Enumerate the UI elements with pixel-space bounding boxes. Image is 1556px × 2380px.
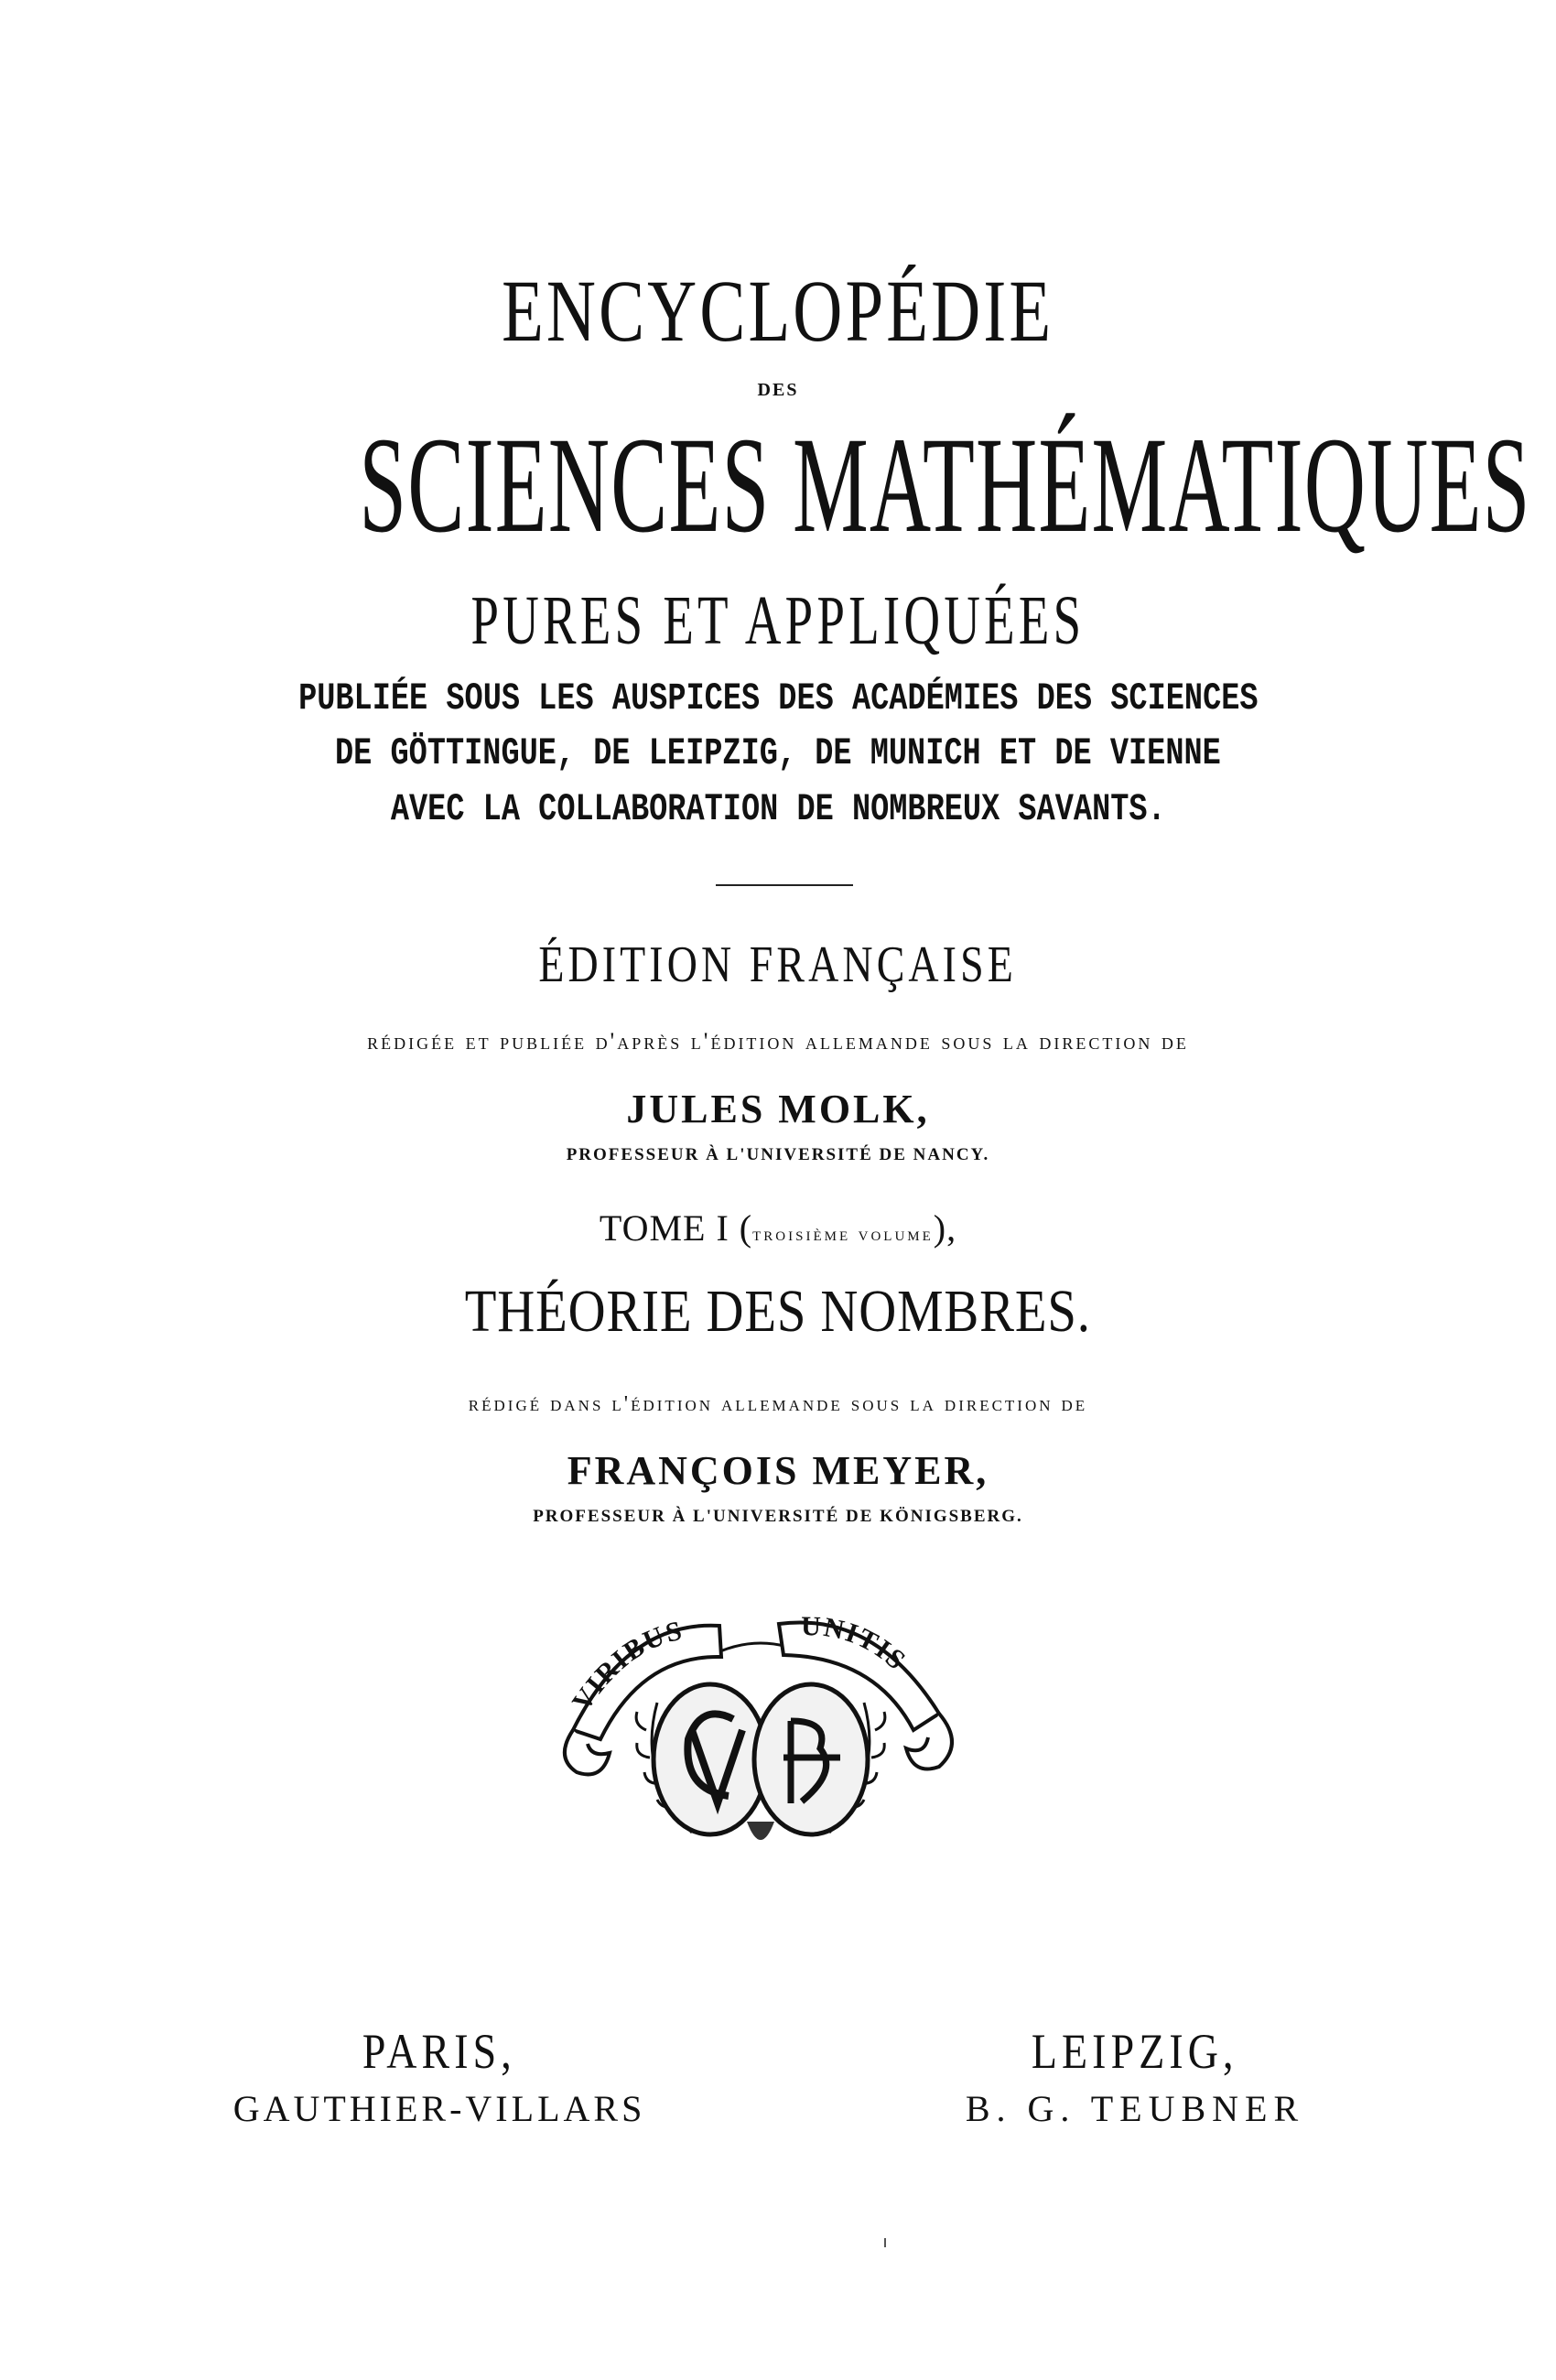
motto-right-text: UNITIS xyxy=(800,1611,913,1677)
editor-name-meyer: FRANÇOIS MEYER, xyxy=(567,1448,989,1493)
title-encyclopedie xyxy=(0,262,1556,360)
publisher-left-city-text: PARIS, xyxy=(362,2024,516,2079)
publisher-left-name: GAUTHIER-VILLARS xyxy=(232,2088,646,2129)
divider-rule xyxy=(716,884,853,886)
title-line-2-text: SCIENCES MATHÉMATIQUES xyxy=(359,409,1531,561)
publisher-right-name: B. G. TEUBNER xyxy=(965,2088,1305,2129)
motto-left-text: VIRIBUS xyxy=(566,1615,686,1716)
editor-affiliation-meyer: PROFESSEUR À L'UNIVERSITÉ DE KÖNIGSBERG. xyxy=(533,1507,1023,1526)
tome-label: TOME I ( xyxy=(599,1207,753,1249)
tome-sub: troisième volume xyxy=(752,1222,934,1245)
title-pures-et-appliquees xyxy=(0,582,1556,659)
title-line-1-text: ENCYCLOPÉDIE xyxy=(502,262,1054,360)
publication-line-3-text: AVEC LA COLLABORATION DE NOMBREUX SAVANTS. xyxy=(390,787,1166,831)
tome-end: ), xyxy=(933,1207,957,1249)
publisher-emblem xyxy=(555,1593,967,1867)
print-speck xyxy=(884,2238,886,2247)
publication-line-3 xyxy=(0,787,1556,831)
tome-line xyxy=(0,1207,1556,1249)
volume-subject xyxy=(0,1278,1556,1345)
title-connector: DES xyxy=(757,380,799,400)
wreath-knot xyxy=(747,1822,774,1840)
publication-line-1 xyxy=(0,676,1556,720)
publication-line-2 xyxy=(0,731,1556,775)
edition-direction: rédigée et publiée d'après l'édition allemande sous la direction de xyxy=(367,1028,1189,1055)
edition-title xyxy=(0,936,1556,993)
publication-line-2-text: DE GÖTTINGUE, DE LEIPZIG, DE MUNICH ET DE VIENNE xyxy=(335,731,1221,775)
volume-subject-text: THÉORIE DES NOMBRES. xyxy=(464,1278,1092,1345)
editor-name-molk: JULES MOLK, xyxy=(626,1087,930,1131)
left-medallion xyxy=(654,1684,767,1834)
publisher-right-city xyxy=(961,2024,1309,2079)
title-line-3-text: PURES ET APPLIQUÉES xyxy=(470,582,1086,659)
edition-title-text: ÉDITION FRANÇAISE xyxy=(538,936,1018,993)
publisher-right-city-text: LEIPZIG, xyxy=(1032,2024,1238,2079)
editor-affiliation-molk: PROFESSEUR À L'UNIVERSITÉ DE NANCY. xyxy=(566,1145,990,1164)
publication-line-1-text: PUBLIÉE SOUS LES AUSPICES DES ACADÉMIES DES SCIENCES xyxy=(297,676,1259,720)
publisher-left-city xyxy=(229,2024,650,2079)
german-edition-direction: rédigé dans l'édition allemande sous la direction de xyxy=(468,1392,1088,1416)
title-sciences-mathematiques xyxy=(0,409,1556,561)
